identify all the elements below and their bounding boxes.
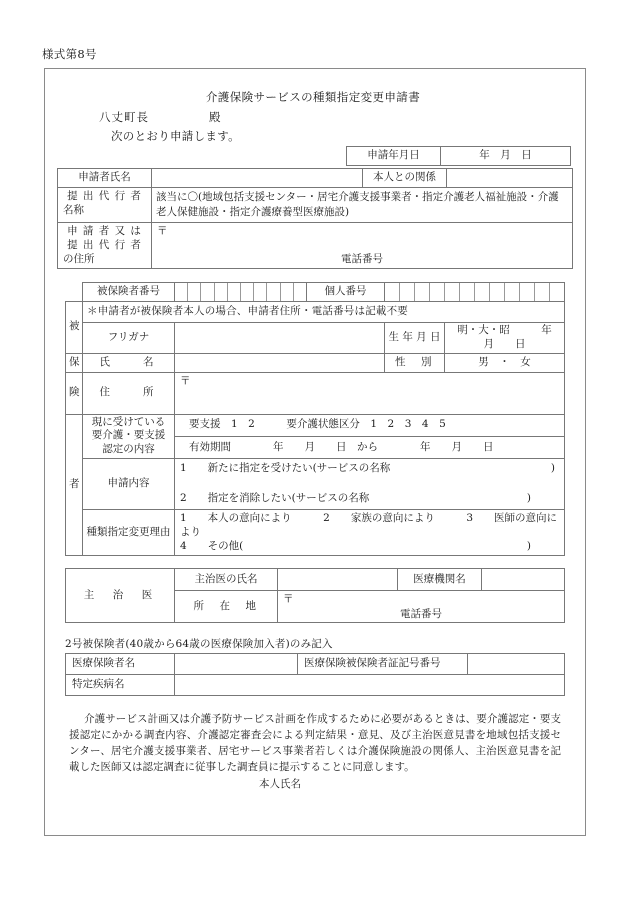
doctor-tel-label: 電話番号 [400, 607, 442, 620]
insured-number-boxes[interactable] [175, 282, 307, 301]
table-row [66, 301, 565, 322]
valid-period[interactable]: 有効期間 年 月 日 から 年 月 日 [175, 436, 565, 458]
consent-paragraph: 介護サービス計画又は介護予防サービス計画を作成するために必要があるときは、要介護認定・要支援認定にかかる調査内容、介護認定審査会による判定結果・意見、及び主治医意見書を地域包括支援センター、居宅介護支援事業者、居宅サービス事業者若しくは介護保険施設の関係人、主治医意見書を記載した医師又は認定調査に従事した調査員に提示することに同意します。 [69, 713, 561, 774]
insured-no2-table [65, 653, 565, 696]
applicant-address-input[interactable] [152, 222, 573, 268]
postal-mark-icon: 〒 [283, 593, 294, 606]
applicant-name-label: 申請者氏名 [58, 169, 152, 188]
agency-name-label-line1: 提 出 代 行 者 [67, 190, 142, 202]
insured-no2-title: 2号被保険者(40歳から64歳の医療保険加入者)のみ記入 [65, 638, 333, 651]
addressee-row [57, 109, 573, 126]
form-number: 様式第8号 [42, 47, 97, 61]
table-row [66, 372, 565, 414]
application-date-value[interactable]: 年 月 日 [441, 147, 571, 166]
applicant-address-label [58, 222, 152, 268]
application-date-table [346, 146, 571, 166]
insured-no2-section [57, 636, 573, 696]
consent-section [57, 712, 573, 793]
insured-vertical-label-1: 被 [66, 301, 83, 353]
reason-line-1[interactable]: 1 本人の意向により 2 家族の意向により 3 医師の意向により [180, 511, 558, 538]
content-item-1-paren: ) [550, 462, 555, 475]
table-row [66, 654, 565, 675]
insured-name-label: 氏 名 [83, 353, 175, 372]
certification-label-line2: 要介護・要支援 [91, 429, 166, 442]
gender-label: 性 別 [385, 353, 445, 372]
applicant-tel-label: 電話番号 [341, 252, 383, 265]
applicant-relation-input[interactable] [447, 169, 573, 188]
table-row [347, 147, 571, 166]
reason-options[interactable] [175, 509, 565, 556]
furigana-input[interactable] [175, 322, 385, 353]
insured-number-label: 被保険者番号 [83, 282, 175, 301]
table-row [66, 414, 565, 436]
apply-statement: 次のとおり申請します。 [111, 129, 240, 143]
doctor-name-label: 主治医の氏名 [175, 569, 278, 591]
table-row [66, 322, 565, 353]
doctor-location-input[interactable] [278, 591, 565, 623]
agency-options-text: 該当に〇(地域包括支援センター・居宅介護支援事業者・指定介護老人福祉施設・介護老人保健施設・指定介護療養型医療施設) [152, 188, 573, 223]
table-row [66, 675, 565, 696]
institution-label: 医療機関名 [398, 569, 482, 591]
insured-address-input[interactable] [175, 372, 565, 414]
doctor-location-label: 所 在 地 [175, 591, 278, 623]
page-title: 介護保険サービスの種類指定変更申請書 [205, 90, 421, 104]
applicant-address-label-line2: 提 出 代 行 者 [67, 238, 142, 251]
content-item-1-text: 1 新たに指定を受けたい(サービスの名称 [180, 462, 391, 475]
content-item-2-paren: ) [526, 491, 531, 504]
agency-name-label [58, 188, 152, 223]
applicant-table [57, 168, 573, 269]
gender-value[interactable]: 男 ・ 女 [445, 353, 565, 372]
certification-label-line3: 認定の内容 [102, 443, 155, 456]
doctor-table [65, 568, 565, 623]
table-row [66, 569, 565, 591]
insured-note: ＊申請者が被保険者本人の場合、申請者住所・電話番号は記載不要 [83, 301, 565, 322]
certification-label-line1: 現に受けている [91, 415, 166, 428]
insured-name-input[interactable] [175, 353, 385, 372]
application-date-area [57, 146, 573, 168]
table-row [66, 282, 565, 301]
form-page-frame [44, 68, 586, 836]
agency-name-label-line2: 名称 [63, 203, 84, 216]
birth-value[interactable]: 明・大・昭 年 月 日 [445, 322, 565, 353]
insurance-card-input[interactable] [468, 654, 565, 675]
applicant-relation-label: 本人との関係 [363, 169, 447, 188]
mynumber-label: 個人番号 [307, 282, 385, 301]
table-row [66, 459, 565, 510]
content-item-2[interactable] [180, 492, 559, 506]
insured-vertical-label-3: 険 [66, 372, 83, 414]
applicant-address-label-line3: の住所 [63, 252, 95, 265]
certification-label [83, 414, 175, 459]
addressee-honorific: 殿 [209, 110, 221, 124]
addressee-name: 八丈町長 [99, 110, 149, 124]
table-row [66, 509, 565, 556]
insured-vertical-label-4: 者 [66, 414, 83, 556]
applicant-address-label-line1: 申 請 者 又 は [67, 224, 142, 237]
postal-mark-icon: 〒 [180, 374, 191, 387]
insured-vertical-label-2: 保 [66, 353, 83, 372]
doctor-section-label: 主 治 医 [66, 569, 175, 623]
support-level-options[interactable]: 要支援 1 2 要介護状態区分 1 2 3 4 5 [175, 414, 565, 436]
applicant-name-input[interactable] [152, 169, 363, 188]
insurance-card-label: 医療保険被保険者証記号番号 [298, 654, 468, 675]
insured-address-label: 住 所 [83, 372, 175, 414]
furigana-label: フリガナ [83, 322, 175, 353]
reason-line-2-paren: ) [526, 539, 531, 552]
reason-line-2[interactable] [180, 540, 559, 554]
table-row [58, 169, 573, 188]
table-row [66, 353, 565, 372]
doctor-name-input[interactable] [278, 569, 398, 591]
mynumber-boxes[interactable] [385, 282, 565, 301]
consent-signature-label: 本人氏名 [259, 778, 301, 791]
specific-disease-input[interactable] [175, 675, 565, 696]
reason-line-2-text: 4 その他( [180, 539, 244, 552]
medical-insurer-label: 医療保険者名 [66, 654, 175, 675]
content-item-2-text: 2 指定を消除したい(サービスの名称 [180, 491, 370, 504]
institution-input[interactable] [482, 569, 565, 591]
birth-label: 生 年 月 日 [385, 322, 445, 353]
content-item-1[interactable] [180, 462, 559, 476]
postal-mark-icon: 〒 [157, 224, 168, 237]
content-label: 申請内容 [83, 459, 175, 510]
reason-label: 種類指定変更理由 [83, 509, 175, 556]
content-options[interactable] [175, 459, 565, 510]
insured-section [57, 282, 573, 557]
table-row [58, 222, 573, 268]
specific-disease-label: 特定疾病名 [66, 675, 175, 696]
form-inner [45, 69, 585, 835]
doctor-section [57, 568, 573, 623]
application-date-label: 申請年月日 [347, 147, 441, 166]
table-row [58, 188, 573, 223]
insured-table [65, 282, 573, 557]
medical-insurer-input[interactable] [175, 654, 298, 675]
